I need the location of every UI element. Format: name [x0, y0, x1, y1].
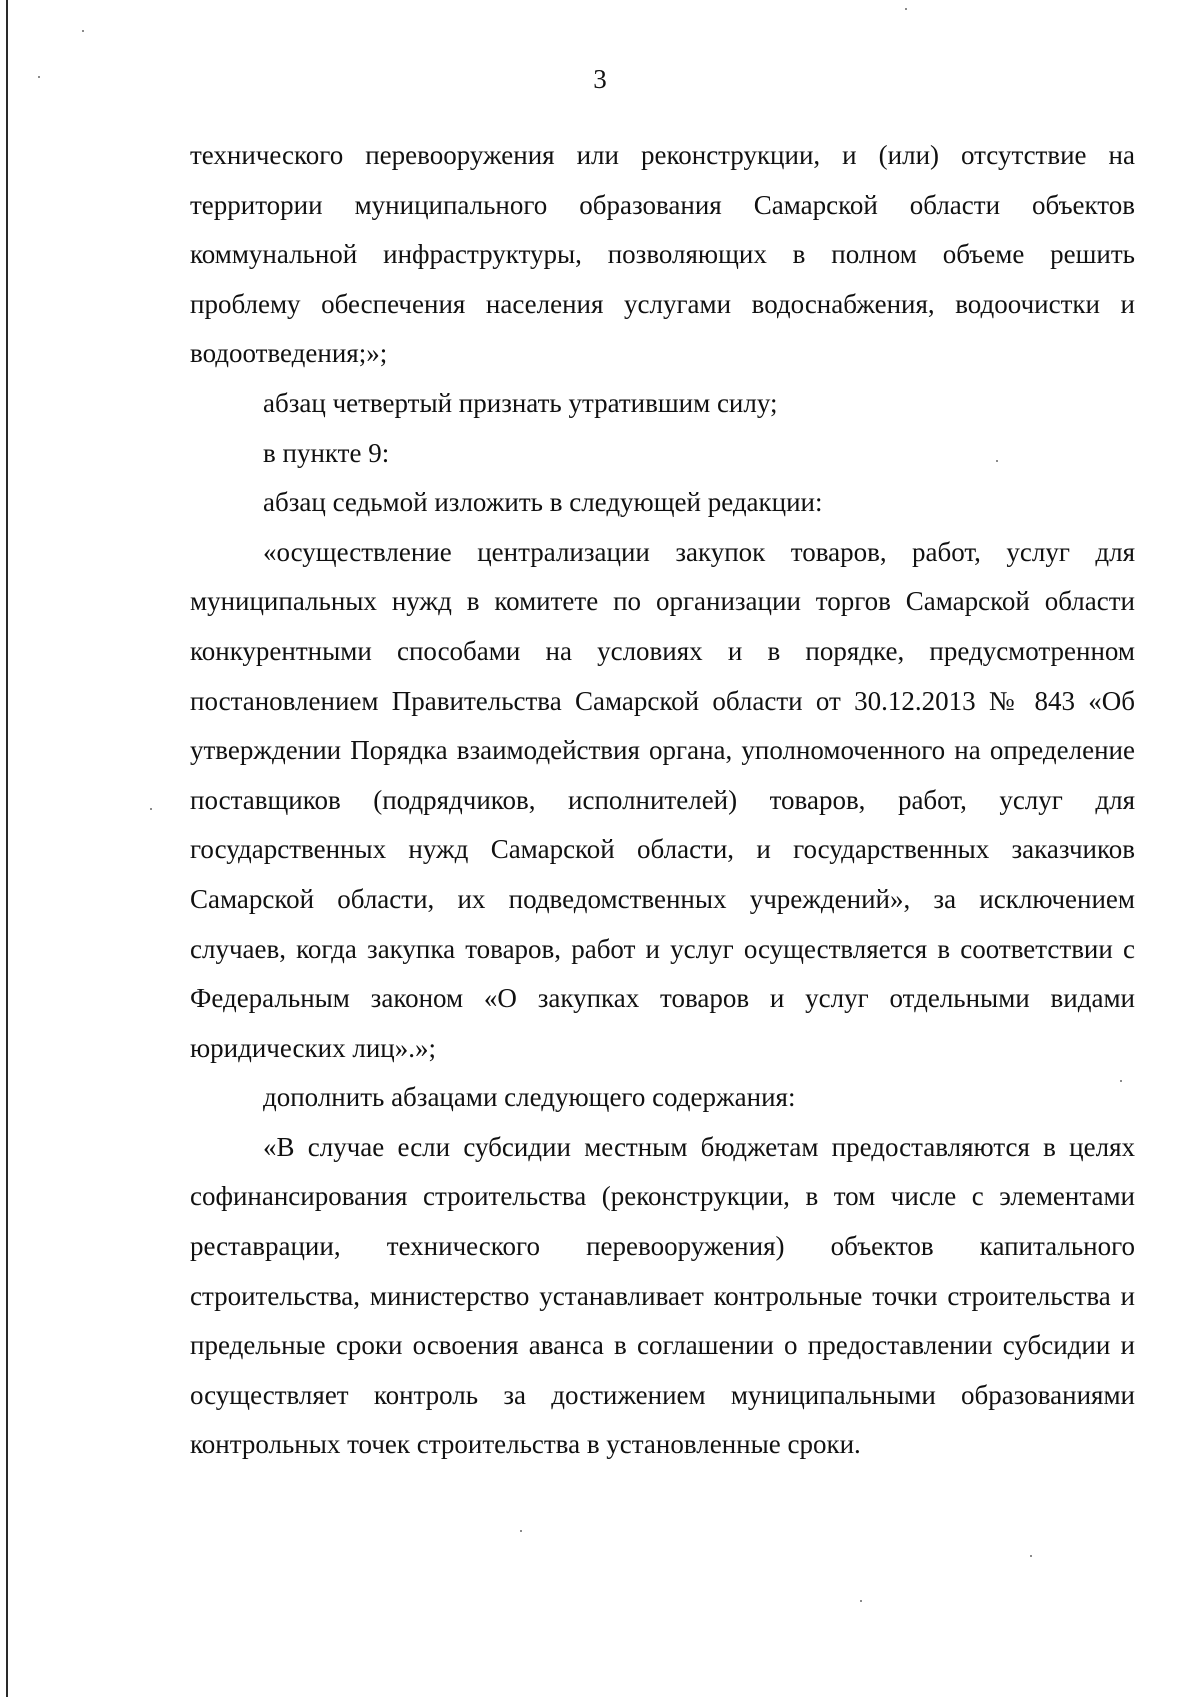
- paragraph-2: абзац четвертый признать утратившим силу;: [263, 387, 778, 418]
- paragraph-3: в пункте 9:: [263, 437, 390, 468]
- scan-speck: [905, 8, 907, 10]
- scan-speck: [520, 1530, 522, 1532]
- page-number: 3: [593, 64, 607, 94]
- document-body: [190, 131, 1135, 1470]
- paragraph-5: «осуществление централизации закупок товаров, работ, услуг для муниципальных нужд в комитете по организации торгов Самарской области конкурентными способами на условиях и в порядке, предусмотренном постановлением Правительства Самарской области от 30.12.2013 № 843 «Об утверждении Порядка взаимодействия органа, уполномоченного на определение поставщиков (подрядчиков, исполнителей) товаров, работ, услуг для государственных нужд Самарской области, и государственных заказчиков Самарской области, их подведомственных учреждений», за исключением случаев, когда закупка товаров, работ и услуг осуществляется в соответствии с Федеральным законом «О закупках товаров и услуг отдельными видами юридических лиц».»;: [190, 536, 1135, 1063]
- paragraph-1: технического перевооружения или реконструкции, и (или) отсутствие на территории муниципального образования Самарской области объектов коммунальной инфраструктуры, позволяющих в полном объеме решить проблему обеспечения населения услугами водоснабжения, водоочистки и водоотведения;»;: [190, 140, 1135, 369]
- paragraph-7: «В случае если субсидии местным бюджетам предоставляются в целях софинансирования строительства (реконструкции, в том числе с элементами реставрации, технического перевооружения) объектов капитального строительства, министерство устанавливает контрольные точки строительства и предельные сроки освоения аванса в соглашении о предоставлении субсидии и осуществляет контроль за достижением муниципальными образованиями контрольных точек строительства в установленные сроки.: [190, 1131, 1135, 1460]
- scan-speck: [38, 76, 40, 78]
- scan-speck: [996, 460, 998, 462]
- scan-speck: [860, 1600, 862, 1602]
- scan-speck: [150, 808, 152, 810]
- page-edge-line: [6, 0, 8, 1697]
- paragraph-4: абзац седьмой изложить в следующей редакции:: [263, 487, 823, 518]
- scan-speck: [1030, 1555, 1032, 1557]
- scan-speck: [82, 30, 84, 32]
- scan-speck: [1120, 1080, 1122, 1082]
- paragraph-6: дополнить абзацами следующего содержания:: [263, 1082, 796, 1113]
